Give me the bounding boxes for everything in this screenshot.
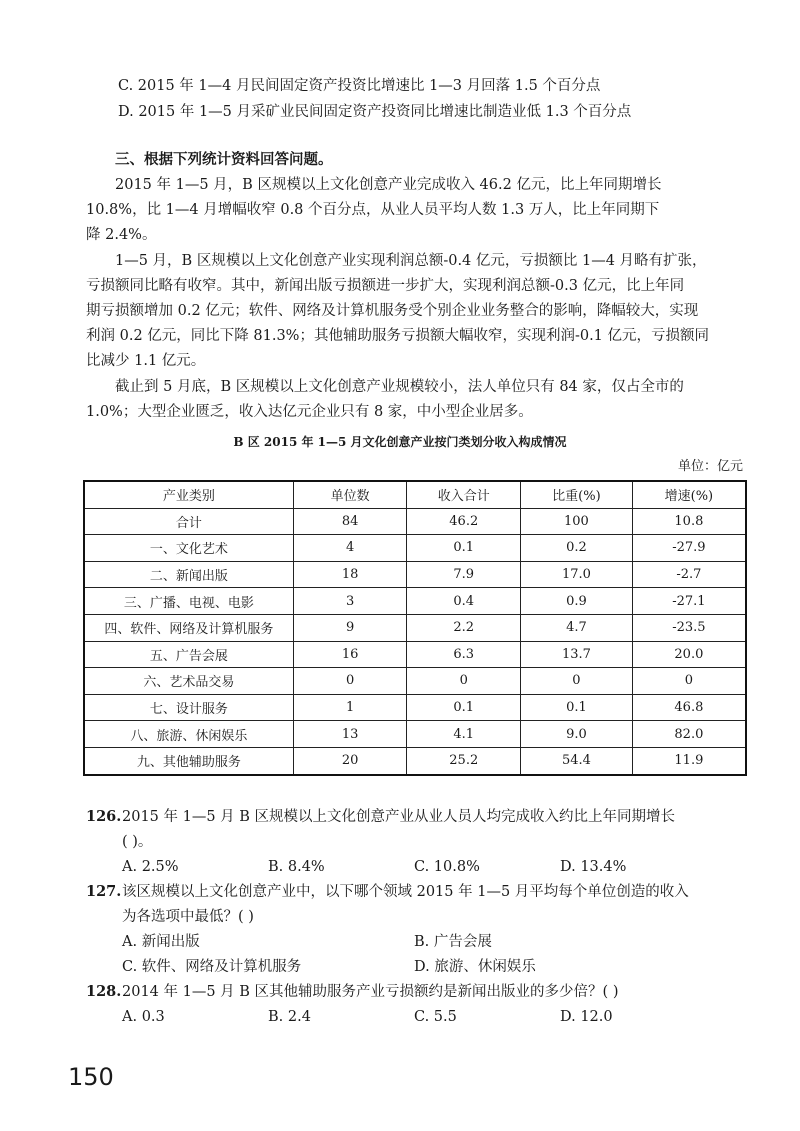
table-cell: 10.8	[632, 508, 746, 535]
table-cell: 1	[293, 694, 407, 721]
table-row	[84, 614, 746, 641]
answer-option[interactable]: A. 2.5%	[122, 859, 179, 875]
prev-option-c: C. 2015 年 1—4 月民间固定资产投资比增速比 1—3 月回落 1.5 个百分点	[118, 78, 601, 94]
table-cell: 9.0	[521, 721, 633, 748]
table-row	[84, 588, 746, 615]
answer-option[interactable]: B. 广告会展	[414, 934, 492, 950]
table-cell: 18	[293, 561, 407, 588]
table-cell: 0.2	[521, 535, 633, 562]
table-cell: 11.9	[632, 747, 746, 774]
question-number: 126.	[86, 808, 122, 825]
table-cell: 9	[293, 614, 407, 641]
question-number: 128.	[86, 983, 122, 1000]
table-unit: 单位：亿元	[677, 459, 743, 474]
table-header-cell: 增速(%)	[632, 481, 746, 508]
table-cell: 3	[293, 588, 407, 615]
table-cell: 84	[293, 508, 407, 535]
paragraph-line: 截止到 5 月底，B 区规模以上文化创意产业规模较小，法人单位只有 84 家，仅占全市的	[115, 379, 684, 395]
table-header-cell: 单位数	[293, 481, 407, 508]
answer-option[interactable]: C. 软件、网络及计算机服务	[122, 959, 302, 975]
question-text: ( )。	[122, 834, 153, 850]
table-cell: 13	[293, 721, 407, 748]
table-row	[84, 508, 746, 535]
table-cell: 0.1	[407, 535, 521, 562]
table-cell: 100	[521, 508, 633, 535]
answer-option[interactable]: B. 8.4%	[268, 859, 325, 875]
answer-option[interactable]: A. 新闻出版	[122, 934, 200, 950]
table-category-cell: 七、设计服务	[84, 694, 293, 721]
table-cell: 25.2	[407, 747, 521, 774]
table-cell: 4.7	[521, 614, 633, 641]
table-header-row	[84, 481, 746, 508]
table-category-cell: 一、文化艺术	[84, 535, 293, 562]
table-cell: 0.1	[407, 694, 521, 721]
table-category-cell: 九、其他辅助服务	[84, 747, 293, 774]
table-cell: 0	[632, 668, 746, 695]
question-text: 该区规模以上文化创意产业中，以下哪个领域 2015 年 1—5 月平均每个单位创造的收入	[122, 884, 689, 900]
table-cell: 17.0	[521, 561, 633, 588]
table-cell: 0.9	[521, 588, 633, 615]
table-cell: 6.3	[407, 641, 521, 668]
table-cell: 4	[293, 535, 407, 562]
table-cell: 13.7	[521, 641, 633, 668]
table-row	[84, 721, 746, 748]
table-cell: 4.1	[407, 721, 521, 748]
prev-option-d: D. 2015 年 1—5 月采矿业民间固定资产投资同比增速比制造业低 1.3 个百分点	[118, 104, 632, 120]
table-row	[84, 641, 746, 668]
paragraph-line: 1—5 月，B 区规模以上文化创意产业实现利润总额-0.4 亿元，亏损额比 1—4 月略有扩张，	[115, 253, 707, 269]
table-cell: 16	[293, 641, 407, 668]
table-category-cell: 三、广播、电视、电影	[84, 588, 293, 615]
table-cell: 20	[293, 747, 407, 774]
table-cell: 0	[293, 668, 407, 695]
paragraph-line: 期亏损额增加 0.2 亿元；软件、网络及计算机服务受个别企业业务整合的影响，降幅较大，实现	[86, 303, 699, 319]
table-cell: 0	[521, 668, 633, 695]
table-cell: 0	[407, 668, 521, 695]
table-cell: -27.9	[632, 535, 746, 562]
answer-option[interactable]: A. 0.3	[122, 1009, 165, 1025]
table-cell: 20.0	[632, 641, 746, 668]
section-title: 三、根据下列统计资料回答问题。	[115, 151, 333, 168]
revenue-table	[83, 480, 747, 776]
paragraph-line: 降 2.4%。	[86, 227, 157, 243]
table-category-cell: 六、艺术品交易	[84, 668, 293, 695]
table-cell: 7.9	[407, 561, 521, 588]
page-number: 150	[68, 1063, 114, 1091]
paragraph-line: 2015 年 1—5 月，B 区规模以上文化创意产业完成收入 46.2 亿元，比上年同期增长	[115, 177, 662, 193]
table-header-cell: 比重(%)	[521, 481, 633, 508]
question-number: 127.	[86, 883, 122, 900]
table-header-cell: 收入合计	[407, 481, 521, 508]
table-cell: 2.2	[407, 614, 521, 641]
paragraph-line: 亏损额同比略有收窄。其中，新闻出版亏损额进一步扩大，实现利润总额-0.3 亿元，比上年同	[86, 278, 685, 294]
answer-option[interactable]: C. 10.8%	[414, 859, 480, 875]
table-category-cell: 二、新闻出版	[84, 561, 293, 588]
table-cell: 54.4	[521, 747, 633, 774]
answer-option[interactable]: B. 2.4	[268, 1009, 311, 1025]
table-category-cell: 八、旅游、休闲娱乐	[84, 721, 293, 748]
question-text: 2015 年 1—5 月 B 区规模以上文化创意产业从业人员人均完成收入约比上年同期增长	[122, 809, 676, 825]
paragraph-line: 比减少 1.1 亿元。	[86, 353, 206, 369]
question-text: 为各选项中最低？( )	[122, 909, 254, 925]
table-cell: -23.5	[632, 614, 746, 641]
paragraph-line: 1.0%；大型企业匮乏，收入达亿元企业只有 8 家，中小型企业居多。	[86, 404, 533, 420]
table-caption: B 区 2015 年 1—5 月文化创意产业按门类划分收入构成情况	[233, 435, 567, 449]
answer-option[interactable]: D. 12.0	[560, 1009, 613, 1025]
answer-option[interactable]: C. 5.5	[414, 1009, 457, 1025]
table-cell: 0.1	[521, 694, 633, 721]
table-row	[84, 668, 746, 695]
paragraph-line: 利润 0.2 亿元，同比下降 81.3%；其他辅助服务亏损额大幅收窄，实现利润-0.1 亿元，亏损额同	[86, 328, 710, 344]
table-cell: 0.4	[407, 588, 521, 615]
question-text: 2014 年 1—5 月 B 区其他辅助服务产业亏损额约是新闻出版业的多少倍？( )	[122, 984, 619, 1000]
table-cell: -27.1	[632, 588, 746, 615]
table-cell: 46.2	[407, 508, 521, 535]
table-header-cell: 产业类别	[84, 481, 293, 508]
table-cell: -2.7	[632, 561, 746, 588]
answer-option[interactable]: D. 旅游、休闲娱乐	[414, 959, 536, 975]
table-row	[84, 561, 746, 588]
answer-option[interactable]: D. 13.4%	[560, 859, 627, 875]
table-row	[84, 694, 746, 721]
table-row	[84, 535, 746, 562]
table-category-cell: 合计	[84, 508, 293, 535]
table-cell: 46.8	[632, 694, 746, 721]
table-category-cell: 五、广告会展	[84, 641, 293, 668]
table-row	[84, 747, 746, 774]
table-category-cell: 四、软件、网络及计算机服务	[84, 614, 293, 641]
paragraph-line: 10.8%，比 1—4 月增幅收窄 0.8 个百分点，从业人员平均人数 1.3 万人，比上年同期下	[86, 202, 660, 218]
table-cell: 82.0	[632, 721, 746, 748]
